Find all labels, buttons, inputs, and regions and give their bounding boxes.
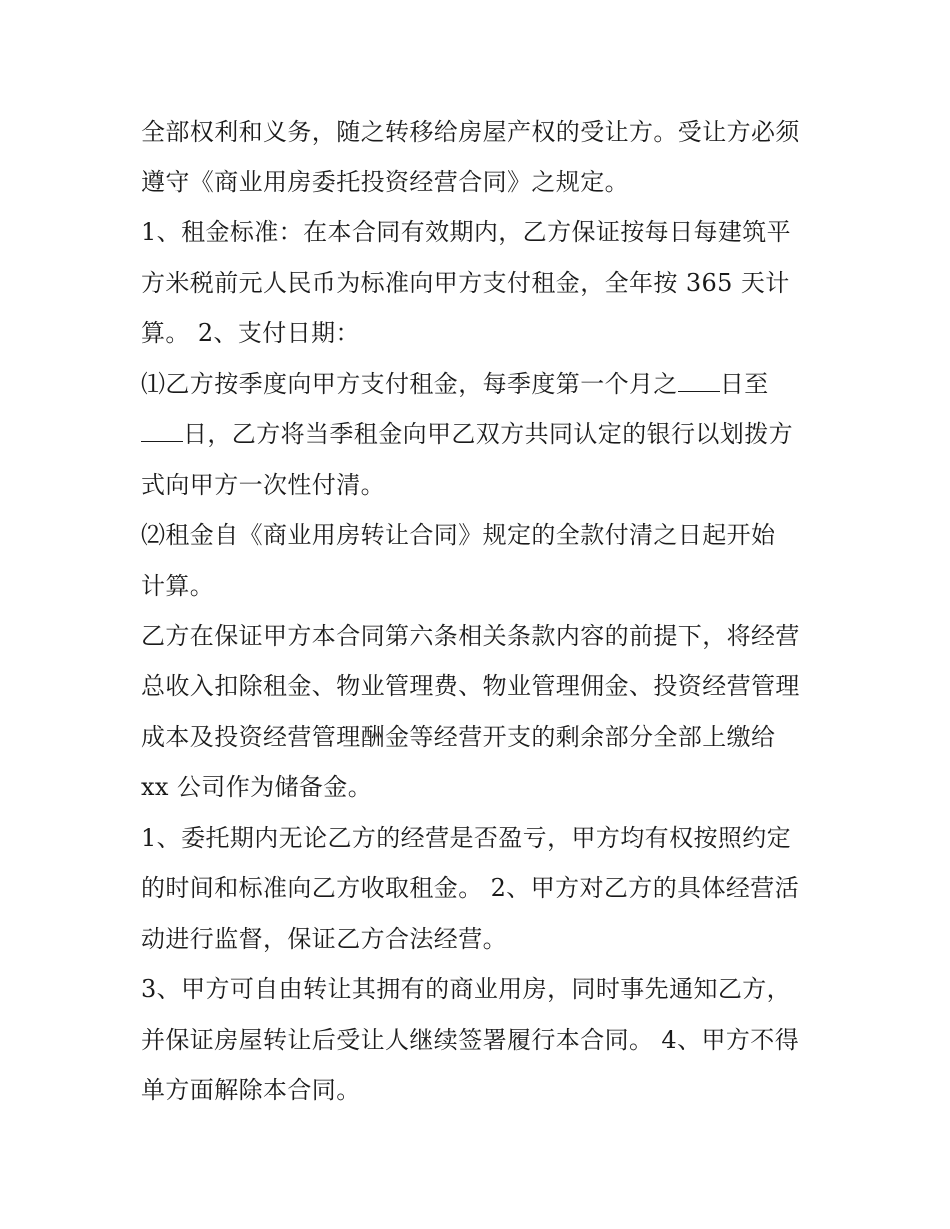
text-line: ⑵租金自《商业用房转让合同》规定的全款付清之日起开始 (141, 521, 776, 549)
text-line-with-blank (141, 419, 793, 449)
text-line: 成本及投资经营管理酬金等经营开支的剩余部分全部上缴给 (141, 723, 776, 751)
text-line: 全部权利和义务，随之转移给房屋产权的受让方。受让方必须 (141, 118, 800, 146)
text-line: 总收入扣除租金、物业管理费、物业管理佣金、投资经营管理 (141, 672, 800, 700)
text-line: 乙方在保证甲方本合同第六条相关条款内容的前提下，将经营 (141, 622, 800, 650)
text-line-with-blank (141, 369, 769, 399)
text-segment: 日，乙方将当季租金向甲乙双方共同认定的银行以划拨方 (183, 420, 793, 448)
text-segment: 日至 (719, 370, 769, 398)
text-line: 1、委托期内无论乙方的经营是否盈亏，甲方均有权按照约定 (141, 824, 792, 852)
text-line: 计算。 (141, 572, 215, 600)
fill-in-blank (678, 369, 720, 392)
text-line: 3、甲方可自由转让其拥有的商业用房，同时事先通知乙方， (141, 975, 792, 1003)
text-segment: ⑴乙方按季度向甲方支付租金，每季度第一个月之 (141, 370, 678, 398)
text-line: xx 公司作为储备金。 (141, 773, 373, 801)
text-line: 1、租金标准：在本合同有效期内，乙方保证按每日每建筑平 (141, 218, 792, 246)
fill-in-blank (141, 419, 183, 442)
text-line: 遵守《商业用房委托投资经营合同》之规定。 (141, 168, 629, 196)
text-line: 动进行监督，保证乙方合法经营。 (141, 925, 507, 953)
text-line: 的时间和标准向乙方收取租金。 2、甲方对乙方的具体经营活 (141, 874, 800, 902)
text-line: 式向甲方一次性付清。 (141, 471, 385, 499)
text-line: 并保证房屋转让后受让人继续签署履行本合同。 4、甲方不得 (141, 1026, 800, 1054)
text-line: 算。 2、支付日期： (141, 319, 360, 347)
text-line: 单方面解除本合同。 (141, 1076, 361, 1104)
text-line: 方米税前元人民币为标准向甲方支付租金，全年按 365 天计 (141, 269, 790, 297)
